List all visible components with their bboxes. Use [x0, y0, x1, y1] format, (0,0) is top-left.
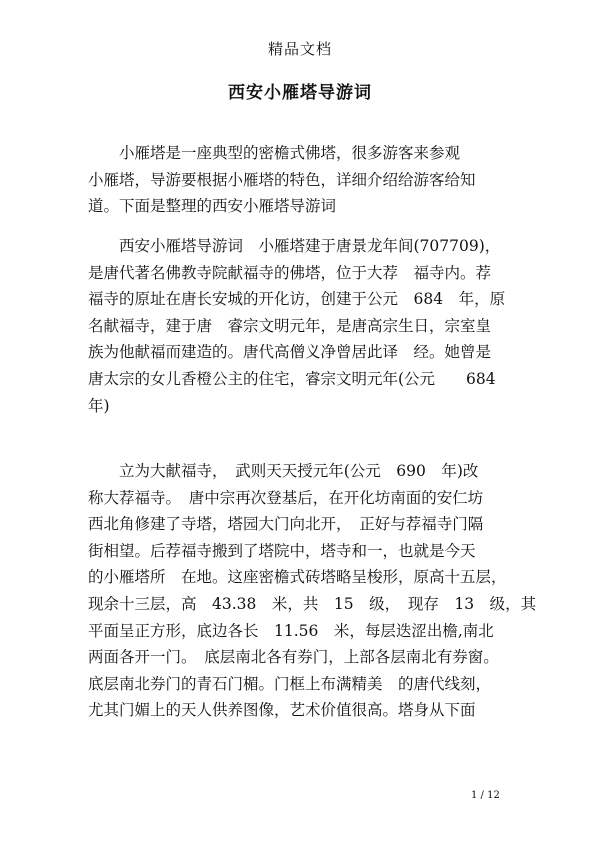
text-line: 道。下面是整理的西安小雁塔导游词	[88, 197, 337, 216]
text-line: 现余十三层，高 43.38 米，共 15 级， 现存 13 级，其	[88, 594, 537, 613]
text-line: 底层南北券门的青石门楣。门框上布满精美 的唐代线刻，	[88, 674, 492, 693]
paragraph-history	[88, 233, 518, 419]
text-line: 小雁塔是一座典型的密檐式佛塔，很多游客来参观	[88, 144, 461, 162]
text-line: 尤其门媚上的天人供养图像，艺术价值很高。塔身从下面	[88, 701, 476, 720]
page-number: 1 / 12	[471, 790, 500, 801]
paragraph-intro	[88, 140, 518, 220]
text-line: 年)	[88, 396, 110, 415]
text-line: 的小雁塔所 在地。这座密檐式砖塔略呈梭形，原高十五层，	[88, 568, 507, 587]
text-line: 名献福寺，建于唐 睿宗文明元年，是唐高宗生日，宗室皇	[88, 316, 492, 335]
text-line: 唐太宗的女儿香橙公主的住宅，睿宗文明元年(公元 684	[88, 369, 496, 388]
text-line: 两面各开一门。 底层南北各有券门，上部各层南北有券窗。	[88, 648, 499, 667]
text-line: 西安小雁塔导游词 小雁塔建于唐景龙年间(707709)，	[88, 237, 501, 255]
text-line: 小雁塔，导游要根据小雁塔的特色，详细介绍给游客给知	[88, 170, 476, 189]
text-line: 福寺的原址在唐长安城的开化访，创建于公元 684 年，原	[88, 290, 506, 309]
document-title: 西安小雁塔导游词	[228, 83, 372, 103]
paragraph-architecture	[88, 458, 537, 724]
text-line: 立为大献福寺， 武则天天授元年(公元 690 年)改	[88, 462, 479, 480]
text-line: 是唐代著名佛教寺院献福寺的佛塔，位于大荐 福寺内。荐	[88, 263, 492, 282]
text-line: 称大荐福寺。 唐中宗再次登基后，在开化坊南面的安仁坊	[88, 488, 484, 507]
document-header: 精品文档	[267, 40, 332, 58]
text-line: 街相望。后荐福寺搬到了塔院中，塔寺和一，也就是今天	[88, 541, 476, 560]
text-line: 西北角修建了寺塔，塔园大门向北开， 正好与荐福寺门隔	[88, 515, 484, 534]
text-line: 平面呈正方形，底边各长 11.56 米，每层迭涩出檐,南北	[88, 621, 494, 640]
text-line: 族为他献福而建造的。唐代高僧义净曾居此译 经。她曾是	[88, 343, 492, 362]
